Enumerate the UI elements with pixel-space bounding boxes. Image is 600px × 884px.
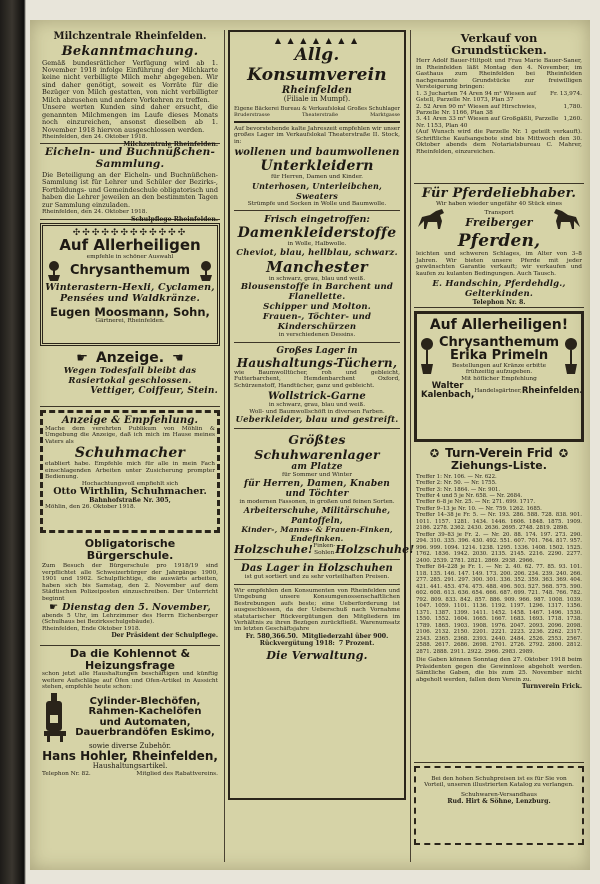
ad-heading: Wollstrick-Garne xyxy=(268,391,366,403)
lot-description: 1. 3 Jucharten 74 Aren 94 m² Wiesen auf Gstell, Parzelle Nr. 1073, Plan 37 xyxy=(416,90,537,104)
flower-pot-icon xyxy=(45,260,63,282)
ad-item: sowie diverse Zubehör. xyxy=(88,741,172,750)
ad-telephone: Telephon Nr. 82. xyxy=(42,770,91,777)
ad-item: und Automaten, xyxy=(99,716,191,728)
ad-title: Auf Allerheiligen xyxy=(59,236,201,254)
ad-subtext: Strümpfe und Socken in Wolle und Baumwolle. xyxy=(247,200,387,207)
ad-greeting: Hochachtungsvoll empfiehlt sich xyxy=(81,480,179,487)
ad-heading: Cheviot, blau, hellblau, schwarz. xyxy=(236,247,398,258)
ad-title: Bekanntmachung. xyxy=(61,43,199,59)
ad-name: Walter Kalenbach, xyxy=(421,381,475,401)
ad-members: Mitgliederzahl über 900. xyxy=(301,632,389,640)
ad-subtext: ist gut sortiert und zu sehr vorteilhaften Preisen. xyxy=(244,574,390,581)
flower-pot-icon xyxy=(563,336,579,376)
pointing-hand-icon: ☚ xyxy=(172,351,184,366)
ad-adjective: Freiberger xyxy=(465,216,533,230)
ad-heading: Kinder-, Manns- & Frauen-Finken, Endefinken. xyxy=(241,525,393,544)
lot-description: 3. 41 Aren 33 m² Wiesen auf Großgäßli, Parzelle Nr. 1153, Plan 40 xyxy=(416,116,559,129)
ad-heading: Schipper und Molton. xyxy=(263,302,371,313)
prize-line: Treffer 4 und 5 je Nr. 658. — Nr. 2684. xyxy=(416,493,523,499)
ad-heading: Blousenstoffe in Barchent und Flanellette. xyxy=(240,282,394,303)
ad-body: leichten und schweren Schlages, im Alter von 3–8 Jahren. Wir bieten unsere Pferde mit jeder gewünschten Garantie verkauft; wir verkaufen und kaufen zu kulanten Bedingungen. Auch Tausch. xyxy=(416,251,582,277)
ad-date: Rheinfelden, den 24. Oktober 1918. xyxy=(42,209,148,216)
ad-buergerschule xyxy=(40,536,220,646)
ad-title: Da die Kohlennot & Heizungsfrage xyxy=(69,647,191,672)
prize-line: Treffer 9–13 je Nr. 10. — Nr. 759. 1262. 1685. xyxy=(416,505,542,512)
ad-dept: Eigene Bäckerei xyxy=(234,105,279,112)
ad-address: Theaterstraße xyxy=(301,111,339,118)
ad-title: Anzeige & Empfehlung. xyxy=(61,415,199,426)
ad-telephone: Telephon Nr. 8. xyxy=(472,299,526,307)
ad-place: Gärtnerei, Rheinfelden. xyxy=(95,318,165,325)
ad-heading: Holzschuhe! xyxy=(335,543,415,557)
ad-subtext: in schwarz, grau, blau und weiß. xyxy=(268,402,366,409)
ad-name: Rud. Hirt & Söhne, Lenzburg. xyxy=(447,798,551,806)
gear-ornament-icon: ▲ ▲ ▲ ▲ ▲ ▲ ▲ xyxy=(274,36,360,45)
ad-signature: Turnverein Frick. xyxy=(521,683,582,691)
ad-member: Mitglied des Rabattvereins. xyxy=(136,770,218,777)
ad-dept: Bureau & Verkaufslokal xyxy=(280,105,346,112)
ad-body: Gemäß bundesrätlicher Verfügung wird ab 1. November 1918 infolge Einführung der Milchkarte keine nicht verbilligte Milch mehr abgegeben. Wir sind daher genötigt, soweit es Vorräte für die Bezüger von Milch gestatten, von nicht verbilligter Milch abzusehen und andere Vorkehren zu treffen. xyxy=(42,58,218,104)
lot-price: Fr. 13,974. xyxy=(550,90,582,97)
ad-name: E. Handschin, Pferdehdlg., Gelterkinden. xyxy=(432,279,566,300)
ad-product: Erika Primeln xyxy=(449,348,549,364)
ad-name: Hans Hohler, Rheinfelden, xyxy=(42,749,218,764)
ad-org: Milchzentrale Rheinfelden. xyxy=(53,31,207,42)
ad-subtext: in verschiedenen Dessins. xyxy=(278,332,356,339)
flower-pot-icon xyxy=(419,336,435,376)
ad-heading: Frisch eingetroffen: xyxy=(264,214,370,226)
prize-line: Treffer 3: Nr. 1864. — Nr. 901. xyxy=(416,486,501,493)
ad-heading: Das Lager in Holzschuhen xyxy=(241,563,393,575)
ad-title: Turn-Verein Frid xyxy=(445,446,553,461)
lot-price: 1,260. xyxy=(563,116,582,123)
ad-closing: Wir empfehlen den Konsumenten von Rheinfelden und Umgebung unsere Konsumgenossenschaftlichen Bestrebungen aufs beste; eine Ueberforderung ist ausgeschlossen, da der Ueberschuß nach Vornahme statutarischer Rückvergütungen den Mitgliedern im Verhältnis zu ihren Bezügen zurückfließt. Warenumsatz im letzten Geschäftsjahre xyxy=(234,587,400,633)
lot-description: 2. 52 Aren 90 m² Wiesen auf Hirschwies, Parzelle Nr. 1166, Plan 38 xyxy=(416,103,537,116)
ad-subtitle: Wir haben wieder ungefähr 40 Stück eines xyxy=(435,201,563,207)
ad-anzeige-vettiger xyxy=(40,349,220,407)
stove-icon xyxy=(42,693,68,743)
ad-place: Rheinfelden, Ende Oktober 1918. xyxy=(42,625,141,632)
ad-heading: Unterhosen, Unterleibchen, Sweaters xyxy=(251,180,383,201)
ad-heading: Holzschuhe! xyxy=(234,543,314,557)
ad-subtext: für Herren, Damen und Kinder. xyxy=(270,174,364,181)
ad-subtext: in modernen Fassonen, in großen und feinen Sorten. xyxy=(239,498,395,505)
ad-signature: Vettiger, Coiffeur, Stein. xyxy=(90,386,218,396)
ad-title: Für Pferdeliebhaber. xyxy=(421,186,577,201)
lot-row xyxy=(416,104,582,117)
lot-row xyxy=(416,91,582,104)
ad-dept: Großes Schuhlager xyxy=(347,105,400,112)
ad-item: Cylinder-Blechöfen, xyxy=(89,695,201,707)
ad-signature: Die Verwaltung. xyxy=(266,648,368,662)
ad-refund: 7 Prozent. xyxy=(338,639,375,647)
ad-turnover: Fr. 580,366.50. xyxy=(245,632,298,640)
right-column xyxy=(414,30,584,862)
ad-trade: Handelsgärtner, xyxy=(474,388,522,395)
ad-hohler xyxy=(40,646,220,803)
ad-heading: Manchester xyxy=(266,257,368,276)
prize-line: Treffer 84–228 je Fr. 1. — Nr. 2. 40. 62. 77. 85. 93. 101. 118. 135. 146. 147. 149. 173. 200. 206. 234. 239. 240. 266. 277. 285. 291. 297. 300. 301. 336. 352. 359. 363. 369. 404. 421. 441. 453. 474. 475. 488. 496. 503. 527. 568. 575. 590. 602. 608. 613. 636. 654. 666. 687. 699. 721. 748. 766. 782. 792. 809. 833. 842. 857. 886. 909. 966. 987. 1008. 1039. 1047. 1059. 1101. 1136. 1192. 1197. 1296. 1317. 1356. 1371. 1387. 1399. 1411. 1452. 1458. 1467. 1496. 1530. 1550. 1552. 1604. 1665. 1667. 1683. 1693. 1718. 1738. 1789. 1865. 1903. 1908. 1976. 2047. 2093. 2096. 2098. 2106. 2132. 2150. 2201. 2221. 2223. 2236. 2262. 2317. 2343. 2365. 2368. 2393. 2440. 2484. 2526. 2553. 2567. 2588. 2617. 2686. 2698. 2701. 2726. 2792. 2800. 2812. 2871. 2888. 2911. 2922. 2966. 2983. 2989. xyxy=(416,564,582,655)
ad-subtitle: Haushaltungsartikel. xyxy=(92,761,168,770)
ad-heading: am Platze xyxy=(291,462,343,473)
ad-address: Bahnhofstraße Nr. 305, xyxy=(89,497,171,505)
lot-price: 1,780. xyxy=(563,103,582,110)
ad-body-2: Unsere werten Kunden sind daher ersucht, die genannten Milchmengen im Laufe dieses Monats noch einzureichen, ansonst dieselben ab 1. November 1918 hiervon ausgeschlossen werden. xyxy=(42,103,218,134)
ad-title: Allg. Konsumverein xyxy=(247,45,387,85)
ad-item: Rahmen-Kachelöfen xyxy=(88,706,202,718)
ad-line: Winterastern-Hexli, Cyclamen, xyxy=(45,282,215,294)
ad-heading: Damenkleiderstoffe xyxy=(237,225,397,242)
ad-body: Zum Besuch der Bürgerschule pro 1918/19 sind verpflichtet alle Schweizerbürger der Jahrgänge 1900, 1901 und 1902. Schulpflichtige, die auswärts arbeiten, haben sich bis Samstag, den 2. November auf dem Städtischen Polizeiposten einzuschreiben. Der Unterricht beginnt xyxy=(42,563,218,602)
ad-heading: Größtes Schuhwarenlager xyxy=(254,432,380,463)
ad-date-line: Dienstag den 5. November, xyxy=(62,602,211,613)
column-rule-right xyxy=(410,30,411,862)
ad-body: Die Beteiligung an der Eicheln- und Buchnüßchen-Sammlung ist für Lehrer und Schüler der Bezirks-, Fortbildungs- und Gemeindeschule obligatorisch und haben die Lehrer jeweilen an den bestimmten Tagen zur Sammlung einzuladen. xyxy=(42,171,218,209)
ad-title: Anzeige. xyxy=(95,350,165,367)
ad-subtext: Finken-Sohlen xyxy=(313,543,336,556)
ad-katalog xyxy=(414,766,584,845)
ad-closing: Die Gaben können Sonntag den 27. Oktober 1918 beim Präsidenten gegen die Gewinnlose abgeholt werden. Sämtliche Gaben, die bis zum 25. November nicht abgeholt werden, fallen dem Verein zu. xyxy=(416,657,582,683)
ad-address: Bruderstrasse xyxy=(234,111,270,118)
ad-product: Chrysanthemum xyxy=(439,334,560,350)
horse-icon xyxy=(550,207,582,231)
ad-subtext: Woll- und Baumwollschöft in diversen Farben. xyxy=(249,408,385,415)
ad-subtitle: empfehle in schöner Auswahl xyxy=(86,253,174,260)
pointing-hand-icon: ☛ xyxy=(76,351,88,366)
ad-item: Dauerbrandöfen Eskimo, xyxy=(75,727,215,739)
ad-heading: Unterkleidern xyxy=(260,158,374,175)
ad-intro: Auf bevorstehende kalte Jahreszeit empfehlen wir unser großes Lager im Verkaufslokal Theaterstraße II. Stock, in: xyxy=(234,125,400,145)
ad-date: Möhlin, den 26. Oktober 1918. xyxy=(45,504,136,511)
ad-heading: Ueberkleider, blau und gestreift. xyxy=(235,415,399,426)
ad-konsumverein xyxy=(228,30,415,800)
ad-body-2: abends 5 Uhr, im Lehrzimmer des Herrn Eichenberger (Schulhaus bei Bezirksschulgebäude). xyxy=(42,613,218,626)
ad-body-2: etabliert habe. Empfehle mich für alle in mein Fach einschlagenden Arbeiten unter Zusicherung prompter Bedienung. xyxy=(45,461,215,481)
left-column xyxy=(40,30,220,862)
pointing-hand-icon: ☛ xyxy=(49,602,59,613)
ad-noun: Pferden, xyxy=(457,231,541,252)
ad-line: Pensées und Waldkränze. xyxy=(60,293,200,305)
ad-subtext: in schwarz, grau, blau und weiß. xyxy=(268,275,366,282)
ad-name: Otto Wirthlin, Schuhmacher. xyxy=(53,486,207,498)
gear-ornament-icon: ✪ xyxy=(558,447,569,460)
prize-line: Treffer 2: Nr. 50. — Nr. 1755. xyxy=(416,480,497,487)
ad-signature: Der Präsident der Schulpflege. xyxy=(111,632,218,640)
ad-subtext: wie Baumwolltücher, roh und gebleicht, Futterbarchent, Hemdenbarchent Oxford, Schürzenstoff, Handtücher, ganz und gebleicht. xyxy=(234,369,400,389)
ad-date: Rheinfelden, den 24. Oktober 1918. xyxy=(42,134,148,141)
ad-title: Auf Allerheiligen! xyxy=(429,317,569,333)
ad-subtext: für Sommer und Winter xyxy=(282,472,352,479)
lot-row xyxy=(416,116,582,129)
ad-milchzentrale xyxy=(40,30,220,148)
ad-signature: Milchzentrale Rheinfelden. xyxy=(123,140,218,148)
ad-heading: wollenen und baumwollenen xyxy=(234,147,400,159)
ad-subtitle: Schuhwaren-Versandhaus xyxy=(461,791,537,798)
ad-body: schon jetzt alle Haushaltungen beschäftigen und künftig weitere Aufschläge auf Öfen und Ofen-Artikel in Aussicht stehen, empfehle heute schon: xyxy=(42,671,218,691)
ad-heading: für Herren, Damen, Knaben und Töchter xyxy=(244,478,390,499)
ad-body: Bei den hohen Schuhpreisen ist es für Sie von Vorteil, unseren illustrierten Katalog zu verlangen. xyxy=(424,776,574,789)
prize-line: Treffer 14–38 je Fr. 5. — Nr. 193. 286. 588. 728. 838. 901. 1011. 1157. 1281. 1434. 1446. 1606. 1848. 1875. 1909. 2186. 2278. 2362. 2430. 2636. 2695. 2748. 2819. 2898. xyxy=(416,512,582,532)
ad-allerheiligen-moosmann xyxy=(40,223,220,346)
ad-branch: (Filiale in Mumpf). xyxy=(283,95,351,103)
ad-refund-label: Rückvergütung 1918: xyxy=(259,639,335,647)
ad-schuhmacher xyxy=(40,410,220,533)
ad-title: Eicheln- und Buchnüßchen-Sammlung. xyxy=(44,146,216,170)
ad-place: Rheinfelden. xyxy=(521,385,583,396)
ad-heading: Haushaltungs-Tüchern, xyxy=(236,355,398,370)
column-rule-left xyxy=(224,30,225,862)
ad-allerheiligen-kalenbach xyxy=(414,311,584,442)
ad-subtext: in Wolle, Halbwolle. xyxy=(287,241,347,248)
middle-column xyxy=(228,30,415,862)
ad-title: Obligatorische Bürgerschule. xyxy=(84,537,176,562)
ad-note: (Auf Wunsch wird die Parzelle Nr. 1 geteilt verkauft). Schriftliche Kaufsangebote sind bis Mittwoch den 30. Oktober abends dem Notariatsbureau C. Mahrer, Rheinfelden, einzureichen. xyxy=(416,129,582,155)
newspaper-page xyxy=(30,20,590,870)
ad-name: Eugen Moosmann, Sohn, xyxy=(50,305,210,320)
flower-pot-icon xyxy=(197,260,215,282)
horse-icon xyxy=(416,207,448,231)
ad-body: Mache dem verehrten Publikum von Möhlin & Umgebung die Anzeige, daß ich mich im Hause meines Vaters als xyxy=(45,426,215,445)
ad-trade: Schuhmacher xyxy=(74,445,186,462)
ad-body: Wegen Todesfall bleibt das Rasiertokal geschlossen. xyxy=(63,366,197,386)
ad-heading: Großes Lager in xyxy=(276,345,358,356)
ad-place: Rheinfelden xyxy=(281,85,353,96)
prize-line: Treffer 6–8 je Nr. 25. — Nr. 271. 699. 1717. xyxy=(416,499,536,506)
ad-heading: Frauen-, Töchter- und Kinderschürzen xyxy=(262,312,372,333)
ad-grundstuecke xyxy=(414,30,584,184)
ad-left-label: Transport xyxy=(484,209,514,216)
ad-heading: Arbeiterschuhe, Militärschuhe, Pantoffeln, xyxy=(243,505,391,526)
ad-product: Chrysanthemum xyxy=(69,263,191,279)
ad-pferde xyxy=(414,184,584,308)
ad-note: Bestellungen auf Kränze erbitte frühzeitig aufzugeben. xyxy=(452,362,547,376)
ad-turnverein xyxy=(414,445,584,763)
ad-address: Marktgasse xyxy=(370,111,400,118)
ad-greeting: Mit höflicher Empfehlung xyxy=(461,375,537,382)
prize-line: Treffer 1: Nr. 106. — Nr. 622. xyxy=(416,473,497,480)
ad-title: Verkauf von Grundstücken. xyxy=(451,31,547,58)
ad-eicheln xyxy=(40,144,220,223)
ad-list-title: Ziehungs-Liste. xyxy=(451,459,547,472)
gear-ornament-icon: ✪ xyxy=(429,447,440,460)
prize-line: Treffer 39–83 je Fr. 2. — Nr. 20. 88. 174. 197. 273. 290. 294. 310. 335. 396. 430. 492. 551. 607. 701. 764. 817. 957. 996. 999. 1094. 1214. 1238. 1295. 1336. 1408. 1502. 1525. 1762. 1836. 1942. 2030. 2135. 2145. 2216. 2290. 2277. 2400. 2539. 2781. 2821. 2869. 2938. 2966. xyxy=(416,531,582,564)
ornament-border-icon: ✣✣✣✣✣✣✣✣✣✣✣✣ xyxy=(72,228,188,238)
ad-body: Herr Adolf Bauer-Hiltpolt und Frau Marie Bauer-Saner, in Rheinfelden läßt Montag den 4. November, im Gasthaus zum Rheinfelden bei Rheinfelden nachgenannte Grundstücke zur freiwilligen Versteigerung bringen: xyxy=(416,58,582,91)
ad-signature: Schulpflege Rheinfelden. xyxy=(130,215,218,223)
